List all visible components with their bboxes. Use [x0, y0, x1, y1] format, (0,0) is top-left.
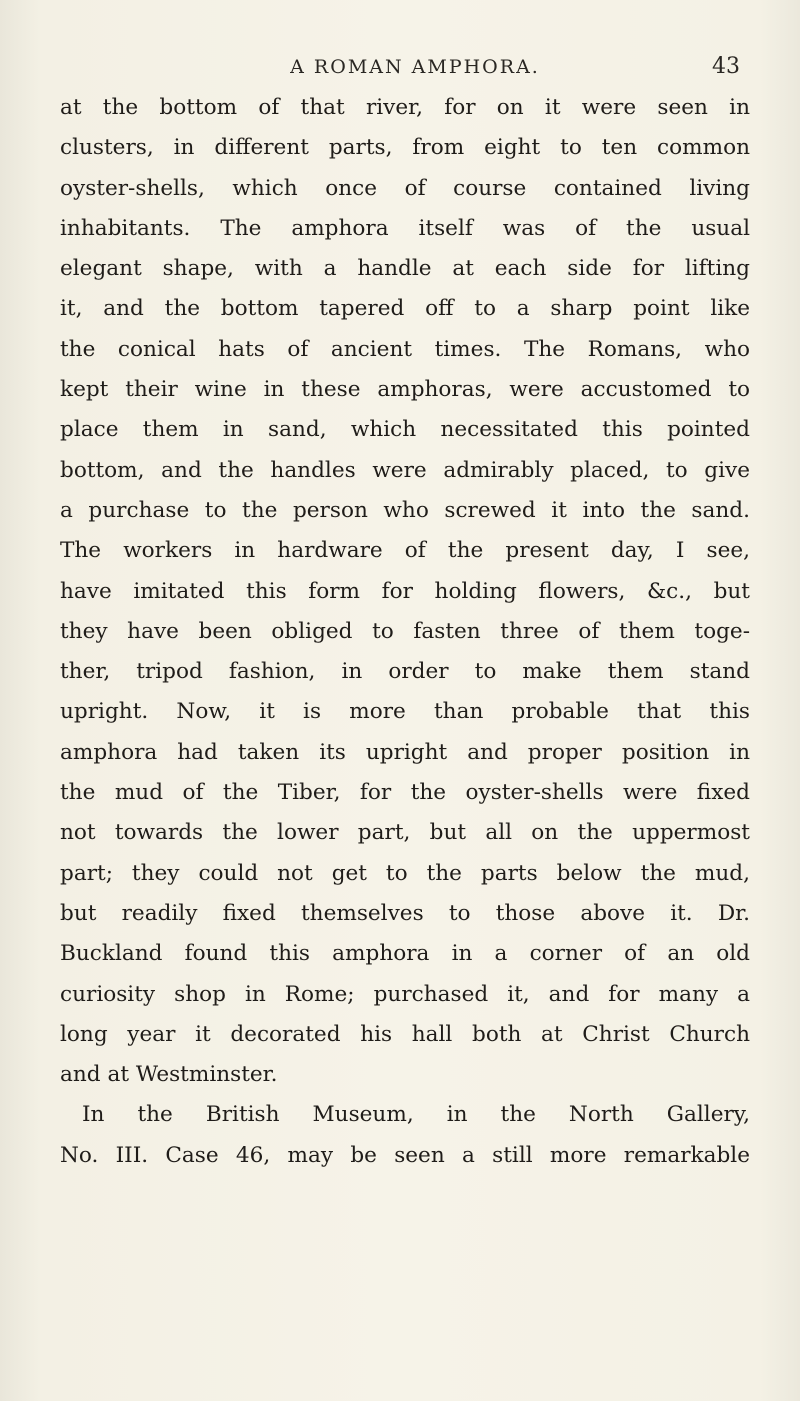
text-line: kept their wine in these amphoras, were accustomed to — [60, 377, 750, 403]
text-line: long year it decorated his hall both at Christ Church — [60, 1021, 750, 1047]
text-line: but readily fixed themselves to those above it. Dr. — [60, 900, 750, 926]
text-line: not towards the lower part, but all on the uppermost — [60, 820, 750, 846]
text-line: have imitated this form for holding flowers, &c., but — [60, 578, 750, 604]
page-number: 43 — [712, 54, 740, 79]
text-line: Buckland found this amphora in a corner of an old — [60, 941, 750, 967]
text-line: ther, tripod fashion, in order to make them stand — [60, 659, 750, 685]
text-line: bottom, and the handles were admirably placed, to give — [60, 457, 750, 483]
text-line: oyster-shells, which once of course contained living — [60, 175, 750, 201]
text-line: part; they could not get to the parts below the mud, — [60, 860, 750, 886]
paragraph — [60, 1095, 750, 1176]
text-line: amphora had taken its upright and proper position in — [60, 739, 750, 765]
text-line: place them in sand, which necessitated this pointed — [60, 417, 750, 443]
text-line: inhabitants. The amphora itself was of the usual — [60, 215, 750, 241]
text-line: they have been obliged to fasten three of them toge- — [60, 618, 750, 644]
body-text — [60, 88, 750, 1176]
text-line: and at Westminster. — [60, 1062, 278, 1088]
text-line: No. III. Case 46, may be seen a still more remarkable — [60, 1142, 750, 1168]
text-line: The workers in hardware of the present day, I see, — [60, 538, 750, 564]
text-line: curiosity shop in Rome; purchased it, and for many a — [60, 981, 750, 1007]
text-line: elegant shape, with a handle at each side for lifting — [60, 256, 750, 282]
paragraph — [60, 88, 750, 1095]
text-line: upright. Now, it is more than probable that this — [60, 699, 750, 725]
text-line: the conical hats of ancient times. The Romans, who — [60, 336, 750, 362]
running-head — [90, 56, 740, 86]
running-title: A ROMAN AMPHORA. — [290, 56, 540, 78]
text-line: the mud of the Tiber, for the oyster-shells were fixed — [60, 780, 750, 806]
text-line: In the British Museum, in the North Gallery, — [82, 1102, 750, 1128]
text-line: it, and the bottom tapered off to a sharp point like — [60, 296, 750, 322]
text-line: clusters, in different parts, from eight to ten common — [60, 135, 750, 161]
text-line: at the bottom of that river, for on it were seen in — [60, 95, 750, 120]
text-line: a purchase to the person who screwed it into the sand. — [60, 497, 750, 523]
